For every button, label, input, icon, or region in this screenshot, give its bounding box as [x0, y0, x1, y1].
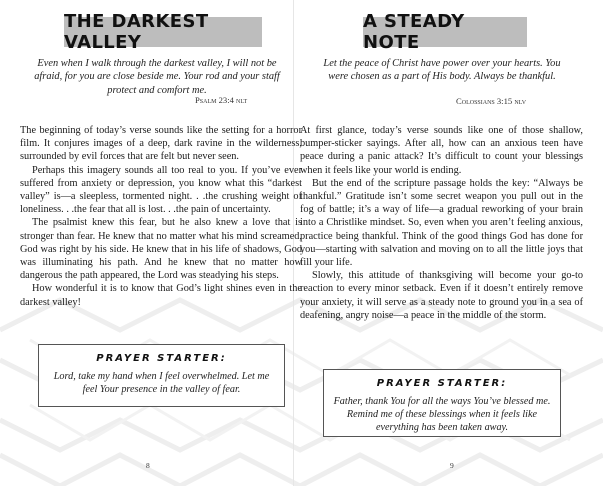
page-number: 8 — [146, 461, 150, 470]
prayer-starter-box — [323, 369, 561, 437]
paragraph: Slowly, this attitude of thanksgiving will become your go-to reaction to every minor setback. Even if it doesn’t entirely remove your anxiety, it will serve as a steady note to ground you in a sea of deafening, angry noise—a peace in the middle of the storm. — [300, 270, 583, 321]
prayer-heading: PRAYER STARTER: — [96, 353, 227, 364]
paragraph: How wonderful it is to know that God’s light shines even in the darkest valley! — [20, 283, 302, 308]
prayer-text: Father, thank You for all the ways You’ve blessed me. Remind me of these blessings when it feels like everything has been taken away. — [333, 396, 551, 433]
page-title: A STEADY NOTE — [363, 17, 527, 47]
verse-reference: Psalm 23:4 nlt — [195, 95, 248, 105]
prayer-heading: PRAYER STARTER: — [376, 378, 508, 389]
devotional-body — [300, 124, 583, 322]
verse-reference: Colossians 3:15 nlv — [456, 96, 527, 106]
paragraph: At first glance, today’s verse sounds like one of those shallow, bumper-sticker sayings. After all, how can an anxious teen have peace during a panic attack? It’s difficult to count your blessings when it feels like your world is ending. — [300, 125, 583, 176]
verse-text: Let the peace of Christ have power over your hearts. You were chosen as a part of His body. Always be thankful. — [323, 58, 561, 83]
page-title: THE DARKEST VALLEY — [64, 17, 262, 47]
right-page — [300, 0, 583, 486]
verse-text: Even when I walk through the darkest valley, I will not be afraid, for you are close beside me. Your rod and your staff protect and comfort me. — [34, 58, 280, 96]
paragraph: The beginning of today’s verse sounds like the setting for a horror film. It conjures images of a deep, dark ravine in the wilderness, surrounded by evil forces that are felt but never seen. — [20, 125, 302, 163]
prayer-text: Lord, take my hand when I feel overwhelmed. Let me feel Your presence in the valley of fear. — [53, 371, 270, 395]
left-page — [20, 0, 306, 486]
page-number: 9 — [450, 461, 454, 470]
paragraph: But the end of the scripture passage holds the key: “Always be thankful.” Gratitude isn’t some secret weapon you pull out in the fog of battle; it’s a way of life—a gradual reworking of your brain into a Christlike mindset. So, even when you aren’t feeling anxious, practice being thankful. Think of the good things God has done for you—starting with salvation and moving on to all the little joys that fill your life. — [300, 177, 583, 269]
devotional-body — [20, 124, 302, 309]
prayer-starter-box — [38, 344, 285, 407]
paragraph: The psalmist knew this fear, but he also knew a love that is stronger than fear. He knew that no matter what his mind screamed, God was right by his side. He knew that in his life of shadows, God was illuminating his path. And he knew that no matter how dangerous the path appeared, the Lord was steadying his steps. — [20, 217, 302, 282]
paragraph: Perhaps this imagery sounds all too real to you. If you’ve ever suffered from anxiety or depression, you know what this “darkest valley” is—a sleepless, tormented night. . .the crushing weight of loneliness. . .the fear that all is lost. . .the pain of uncertainty. — [20, 164, 302, 216]
